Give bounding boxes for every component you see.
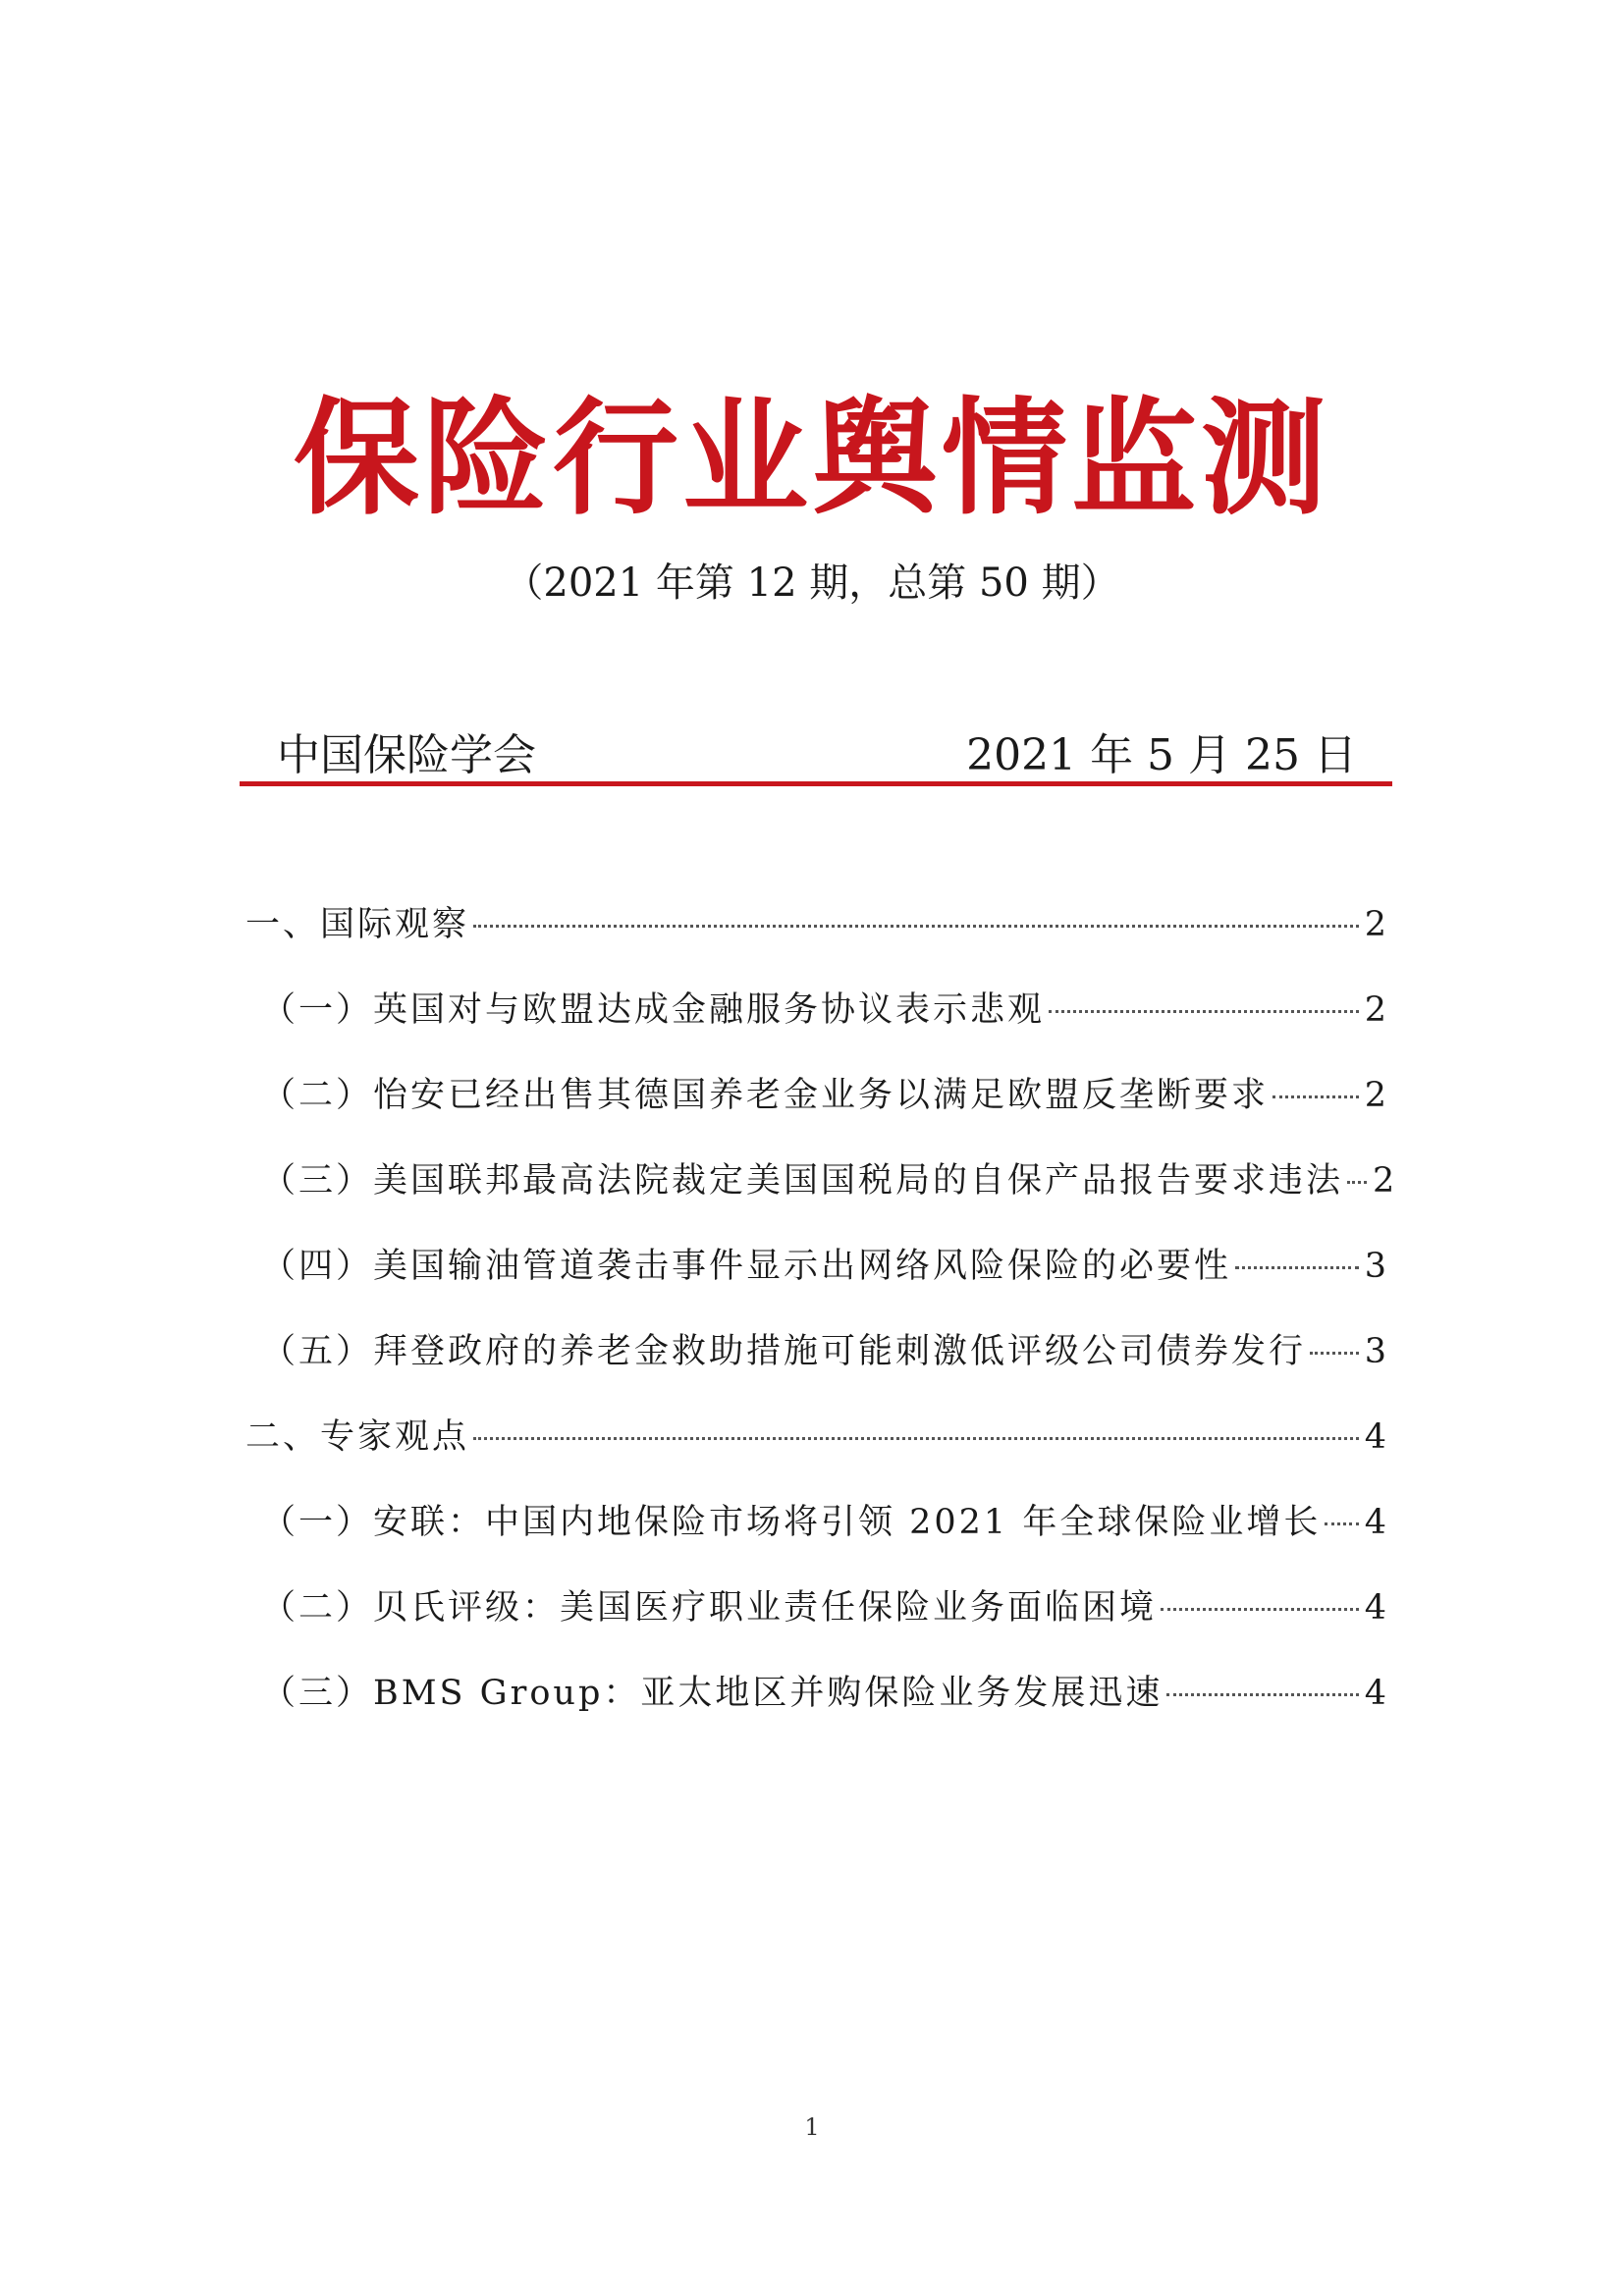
- toc-dot-leader: [1347, 1181, 1367, 1184]
- masthead-divider: [240, 781, 1392, 786]
- toc-entry-page: 4: [1364, 1503, 1386, 1542]
- toc-entry[interactable]: [245, 1157, 1395, 1243]
- toc-entry[interactable]: [245, 901, 1386, 987]
- toc-entry[interactable]: [245, 1584, 1386, 1670]
- table-of-contents: [245, 901, 1395, 1755]
- toc-dot-leader: [1325, 1522, 1358, 1525]
- toc-entry-page: 3: [1364, 1247, 1386, 1286]
- issue-number: （2021 年第 12 期，总第 50 期）: [504, 561, 1120, 606]
- toc-entry-page: 3: [1364, 1332, 1386, 1371]
- toc-dot-leader: [1166, 1693, 1358, 1696]
- toc-entry[interactable]: [245, 1243, 1386, 1328]
- toc-entry-label: （二）贝氏评级：美国医疗职业责任保险业务面临困境: [261, 1588, 1158, 1628]
- toc-entry-page: 4: [1364, 1674, 1386, 1713]
- toc-entry-label: 一、国际观察: [245, 905, 470, 944]
- toc-entry[interactable]: [245, 987, 1386, 1072]
- publisher-name: 中国保险学会: [277, 730, 536, 780]
- toc-entry-label: （三）BMS Group：亚太地区并购保险业务发展迅速: [261, 1674, 1164, 1713]
- toc-dot-leader: [1310, 1352, 1359, 1355]
- page-number: 1: [804, 2113, 820, 2141]
- toc-entry-label: （三）美国联邦最高法院裁定美国国税局的自保产品报告要求违法: [261, 1161, 1344, 1201]
- toc-entry[interactable]: [245, 1328, 1386, 1414]
- toc-entry-page: 2: [1373, 1161, 1395, 1201]
- toc-dot-leader: [1235, 1266, 1359, 1269]
- toc-entry[interactable]: [245, 1499, 1386, 1584]
- toc-entry[interactable]: [245, 1414, 1386, 1499]
- toc-entry-page: 4: [1364, 1417, 1386, 1457]
- toc-dot-leader: [1272, 1095, 1359, 1098]
- toc-entry[interactable]: [245, 1072, 1386, 1157]
- toc-entry-label: （四）美国输油管道袭击事件显示出网络风险保险的必要性: [261, 1247, 1232, 1286]
- publication-date: 2021 年 5 月 25 日: [966, 730, 1357, 780]
- toc-entry-label: （一）英国对与欧盟达成金融服务协议表示悲观: [261, 990, 1046, 1030]
- toc-entry-label: （一）安联：中国内地保险市场将引领 2021 年全球保险业增长: [261, 1503, 1322, 1542]
- toc-dot-leader: [473, 1437, 1359, 1440]
- toc-dot-leader: [1049, 1010, 1359, 1013]
- document-title: 保险行业舆情监测: [293, 385, 1330, 532]
- toc-entry-page: 2: [1364, 905, 1386, 944]
- masthead: [277, 726, 1357, 785]
- toc-entry-page: 2: [1364, 990, 1386, 1030]
- toc-entry-label: （五）拜登政府的养老金救助措施可能刺激低评级公司债券发行: [261, 1332, 1307, 1371]
- toc-dot-leader: [473, 925, 1359, 928]
- toc-entry[interactable]: [245, 1670, 1386, 1755]
- toc-dot-leader: [1161, 1608, 1359, 1611]
- toc-entry-page: 2: [1364, 1076, 1386, 1115]
- toc-entry-page: 4: [1364, 1588, 1386, 1628]
- toc-entry-label: （二）怡安已经出售其德国养老金业务以满足欧盟反垄断要求: [261, 1076, 1270, 1115]
- toc-entry-label: 二、专家观点: [245, 1417, 470, 1457]
